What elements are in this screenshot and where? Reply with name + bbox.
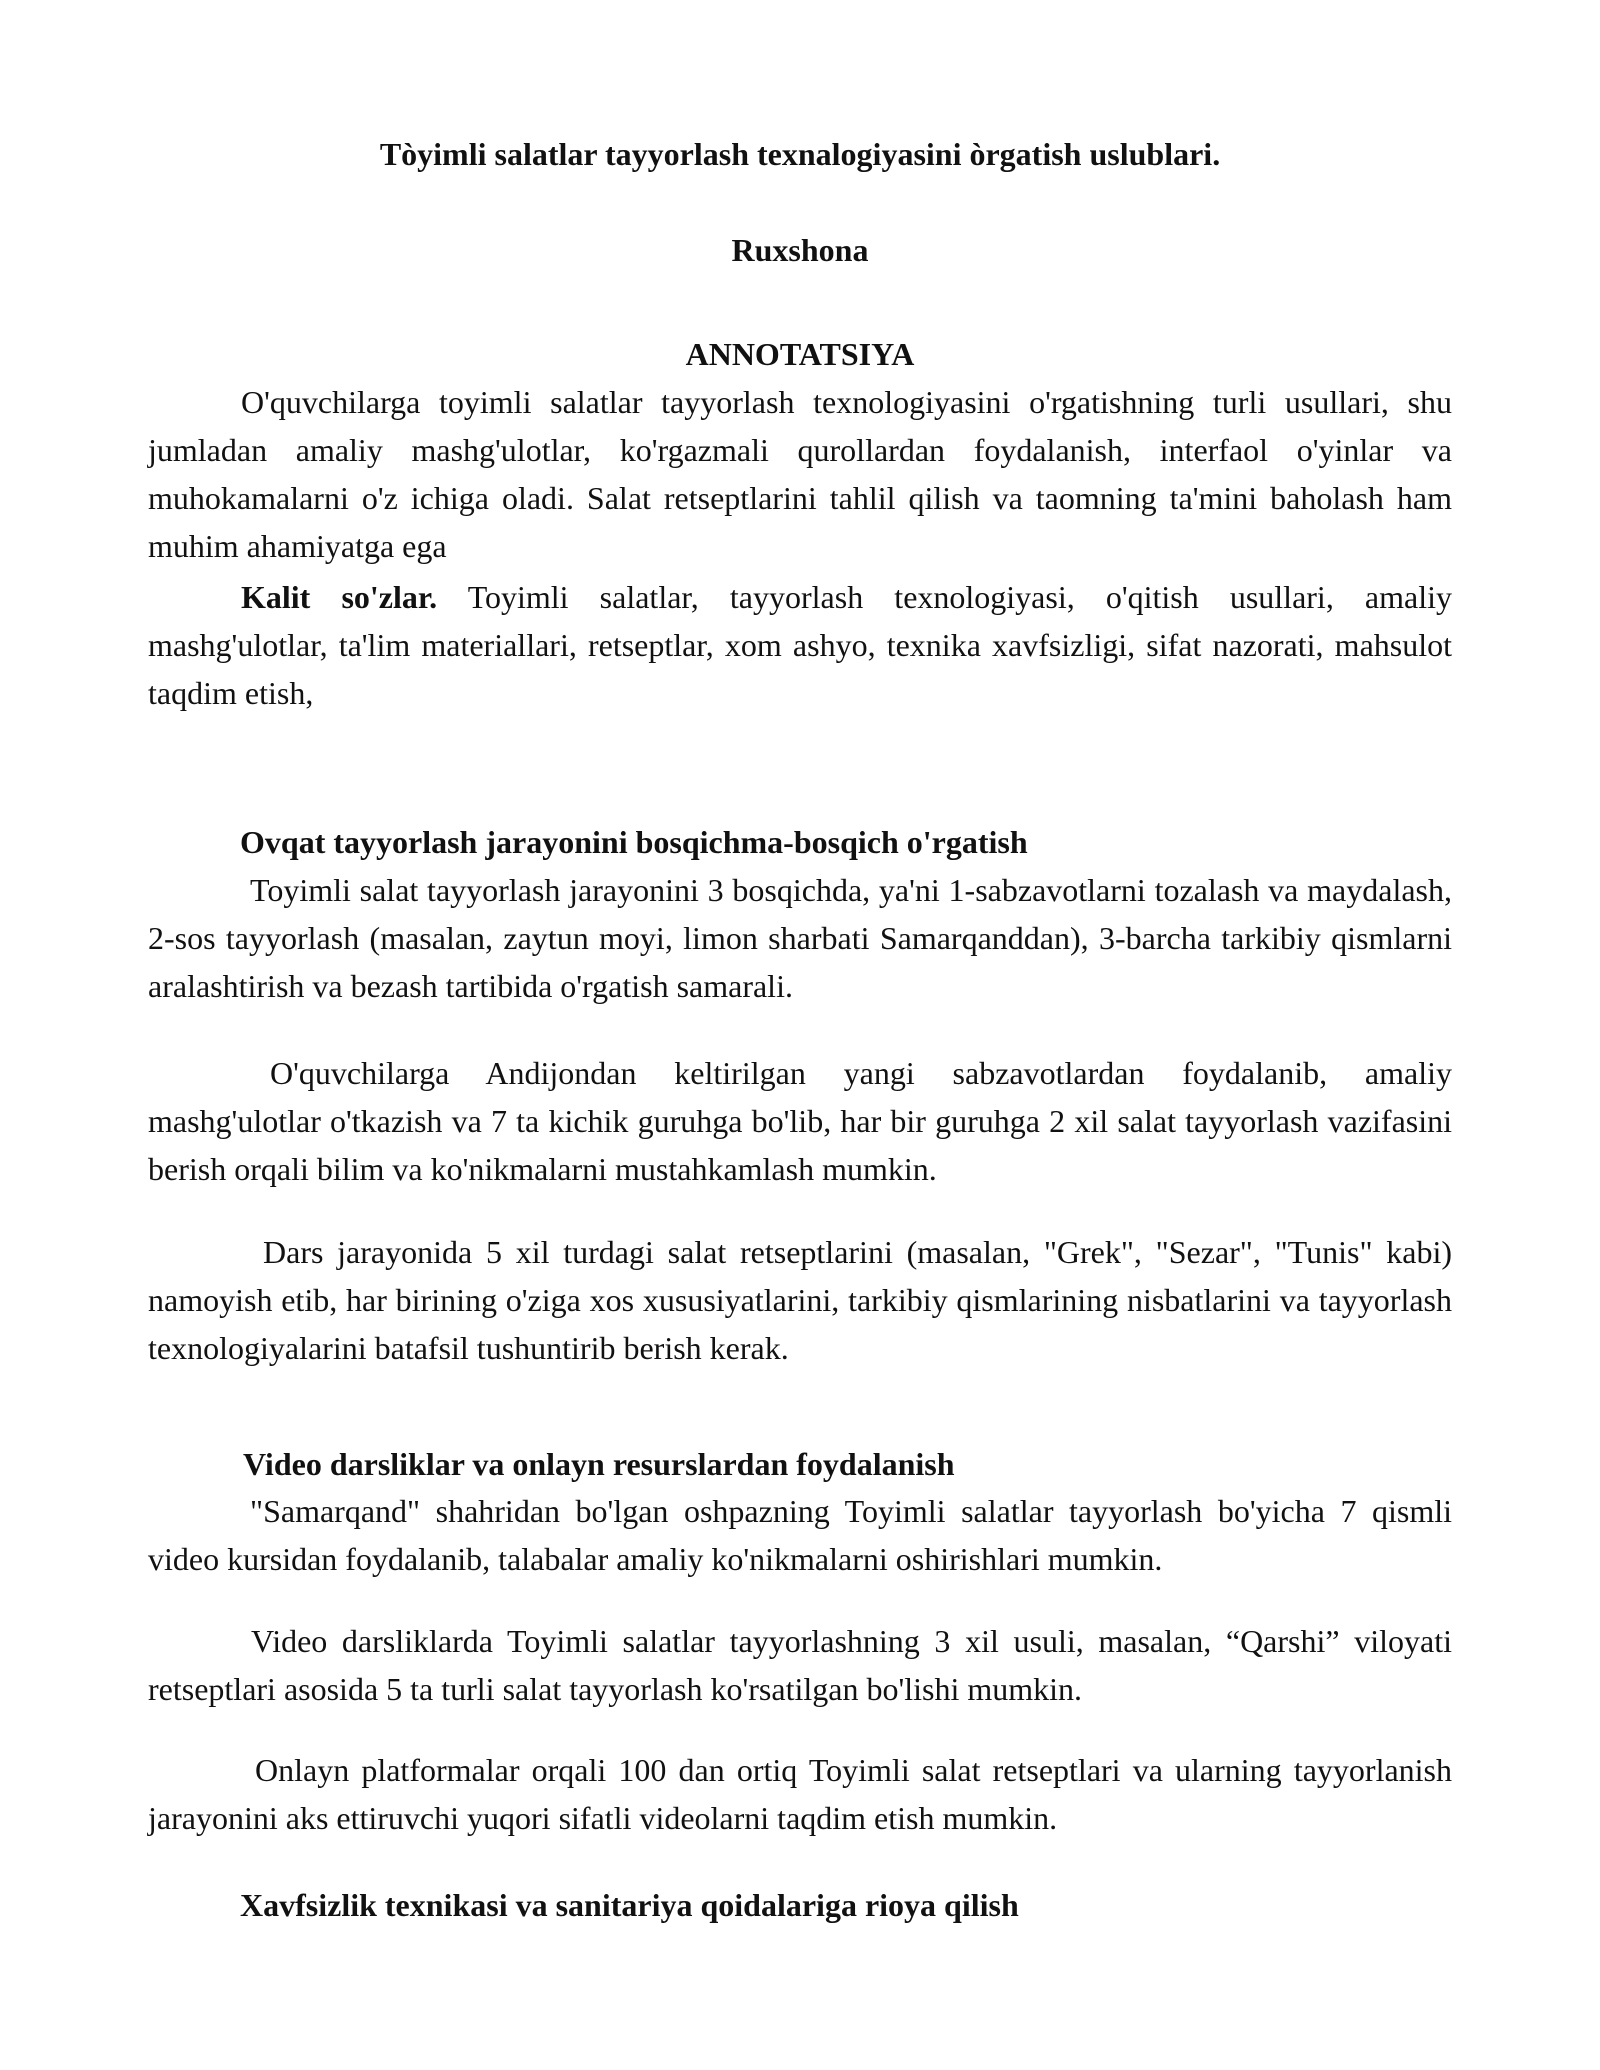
section2-paragraph-3: Onlayn platformalar orqali 100 dan ortiq Toyimli salat retseptlari va ularning tayyorlanish jarayonini aks ettiruvchi yuqori sifatli videolarni taqdim etish mumkin.: [148, 1752, 1452, 1836]
document-title: Tòyimli salatlar tayyorlash texnalogiyasini òrgatish uslublari.: [379, 136, 1221, 172]
keywords-text: Toyimli salatlar, tayyorlash texnologiyasi, o'qitish usullari, amaliy mashg'ulotlar, ta'lim materiallari, retseptlar, xom ashyo, texnika xavfsizligi, sifat nazorati, mahsulot taqdim etish,: [148, 579, 1453, 711]
section1-paragraph-2: O'quvchilarga Andijondan keltirilgan yangi sabzavotlardan foydalanib, amaliy mashg'ulotlar o'tkazish va 7 ta kichik guruhga bo'lib, har bir guruhga 2 xil salat tayyorlash vazifasini berish orqali bilim va ko'nikmalarni mustahkamlash mumkin.: [148, 1055, 1452, 1187]
section-heading-safety-sanitation: Xavfsizlik texnikasi va sanitariya qoidalariga rioya qilish: [240, 1887, 1019, 1923]
section-heading-video-resources: Video darsliklar va onlayn resurslardan foydalanish: [243, 1446, 955, 1482]
section1-paragraph-3: Dars jarayonida 5 xil turdagi salat retseptlarini (masalan, "Grek", "Sezar", "Tunis" kabi) namoyish etib, har birining o'ziga xos xususiyatlarini, tarkibiy qismlarining nisbatlarini va tayyorlash texnologiyalarini batafsil tushuntirib berish kerak.: [148, 1234, 1452, 1366]
annotation-paragraph: O'quvchilarga toyimli salatlar tayyorlash texnologiyasini o'rgatishning turli usullari, shu jumladan amaliy mashg'ulotlar, ko'rgazmali qurollardan foydalanish, interfaol o'yinlar va muhokamalarni o'z ichiga oladi. Salat retseptlarini tahlil qilish va taomning ta'mini baholash ham muhim ahamiyatga ega: [148, 384, 1452, 564]
section2-paragraph-2: Video darsliklarda Toyimli salatlar tayyorlashning 3 xil usuli, masalan, “Qarshi” viloyati retseptlari asosida 5 ta turli salat tayyorlash ko'rsatilgan bo'lishi mumkin.: [148, 1623, 1452, 1707]
keywords-paragraph: [148, 573, 1452, 717]
keywords-label: Kalit so'zlar.: [241, 579, 438, 615]
section1-paragraph-1: Toyimli salat tayyorlash jarayonini 3 bosqichda, ya'ni 1-sabzavotlarni tozalash va maydalash, 2-sos tayyorlash (masalan, zaytun moyi, limon sharbati Samarqanddan), 3-barcha tarkibiy qismlarni aralashtirish va bezash tartibida o'rgatish samarali.: [148, 872, 1452, 1004]
section2-paragraph-1: "Samarqand" shahridan bo'lgan oshpazning Toyimli salatlar tayyorlash bo'yicha 7 qismli video kursidan foydalanib, talabalar amaliy ko'nikmalarni oshirishlari mumkin.: [148, 1493, 1452, 1577]
author-name: Ruxshona: [731, 232, 869, 268]
annotation-heading: ANNOTATSIYA: [685, 336, 915, 372]
section-heading-stepwise-teaching: Ovqat tayyorlash jarayonini bosqichma-bosqich o'rgatish: [240, 824, 1028, 860]
